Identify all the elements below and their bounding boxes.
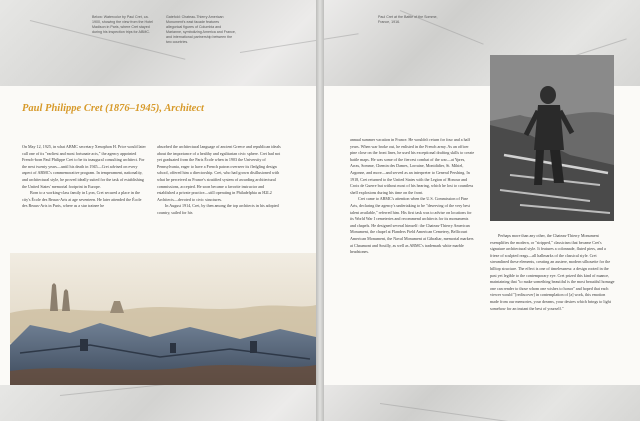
body-paragraph: annual summer vacation in France. He wouldn't return for four and a half years. When war broke out, he enlisted in the French army. As an officer pine close on the front lines, he used his exceptional drafting skills to create battle maps. He was some of the fiercest combat of the war—at Ypres, Arras, Somme, Chemin des Dames, Lorraine, Montdidier, St. Mihiel, Argonne, and more—and served as an interpreter to General Pershing. In 1918, Cret returned to the United States with the Legion of Honour and Croix de Guerre but without most of his hearing, which he lost to countless shell explosions during his time on the front. — [350, 137, 475, 195]
body-paragraph: absorbed the architectural language of ancient Greece and republican ideals about the importance of a healthy and egalitarian civic sphere. Cret had not yet graduated from the Paris École when in 1903 the University of Pennsylvania, eager to have a French patron overseer its fledgling design school, offered him a directorship. Cret, who had grown disillusioned with what he perceived as France's stratified system of awarding architectural commissions, accepted. He soon became a favorite instructor and established a private practice—still operating in Philadelphia as H2L2 Architects—devoted to civic structures. — [157, 144, 281, 202]
watercolor-painting — [10, 253, 316, 385]
watercolor-caption: Below: Watercolor by Paul Cret, ca. 1900, showing the view from the Hotel Madison in Paris, where Cret stayed during his inspection trips for ABMC. — [92, 15, 153, 34]
body-column-1 — [22, 144, 147, 210]
gatefold-caption: Gatefold: Chateau-Thierry American Monument's east facade features allegorical figures of Columbia and Marianne, symbolizing America and France, and international partnership between the two countries. — [166, 15, 236, 44]
cret-battle-photo — [490, 55, 614, 221]
body-paragraph: Perhaps more than any other, the Chateau-Thierry Monument exemplifies the modern, or "stripped," classicism that became Cret's signature architectural style. It features a colonnade, fluted piers, and a frieze of sculpted reags—all hallmarks of the classical style. Cret streamlined these elements, creating an austere, modern silhouette for the hilltop structure. The effect is one of timelessness: a design rooted in the past yet legible to the contemporary eye. Cret prized this kind of nuance, maintaining that "to make something beautiful is the most beautiful homage one can render to those whom one wishes to honor" and hoped that each viewer would "[rediscover] in contemplation of [a] work, this emotion made from our memories, your dreams, your desires which brings to light somehow for an instant the best of yourself." — [490, 233, 615, 311]
black-and-white-photo — [490, 55, 614, 221]
body-paragraph: In August 1914, Cret, by then among the top architects in his adopted country, sailed for his — [157, 203, 279, 215]
body-paragraph: Born to a working-class family in Lyon, Cret secured a place in the city's École des Beaux-Arts at age seventeen. He later attended the École des Beaux-Arts in Paris, where as a star trainee he — [22, 190, 142, 209]
marble-vein — [240, 33, 359, 53]
page-gutter — [316, 0, 324, 421]
watercolor-paris-view — [10, 253, 316, 385]
body-paragraph: Cret came to ABMC's attention when the U.S. Commission of Fine Arts, declaring the agency's undertaking to be "deserving of the very best talent available," referred him. His first task was to advise on locations for its World War I cemeteries and recommend architects for its monuments and chapels. He designed several himself: the Chateau-Thierry American Monument, the chapel at Flanders Field American Cemetery, Bellicourt American Monument, the Naval Monument at Gibraltar, memorial markers at Chaumont and Souilly, as well as ABMC's trademark white marble headstones. — [350, 196, 474, 255]
body-column-2 — [157, 144, 282, 217]
photo-caption: Paul Cret at the Battle of the Somme, France, 1916. — [378, 15, 438, 24]
body-paragraph: On May 12, 1925, in what ABMC secretary Xenophon H. Price would later call one of its "earliest and most fortunate acts," the agency appointed French-born Paul Philippe Cret to be its inaugural consulting architect. For the next twenty years—until his death in 1945—Cret advised on every aspect of ABMC's commemorative program. In temperament, nationality, and architectural style, he proved ideally suited for the task of establishing the United States' memorial footprint in Europe. — [22, 144, 146, 189]
article-title: Paul Philippe Cret (1876–1945), Architect — [22, 103, 204, 114]
body-column-4 — [490, 233, 615, 312]
body-column-3 — [350, 137, 475, 256]
marble-vein — [380, 403, 509, 421]
